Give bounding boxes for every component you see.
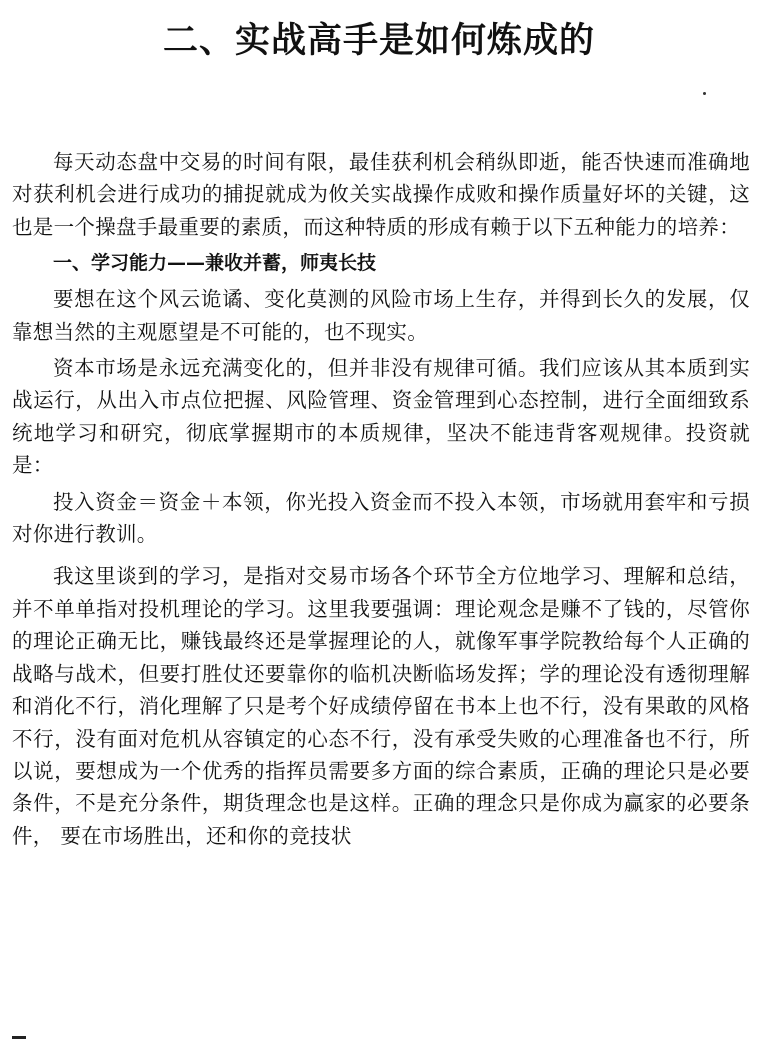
- section-heading-learning: 一、学习能力——兼收并蓄，师夷长技: [53, 252, 377, 275]
- section-title: 二、实战高手是如何炼成的: [162, 21, 595, 61]
- scan-speck: [703, 92, 706, 95]
- paragraph-investment-formula: 投入资金＝资金＋本领，你光投入资金而不投入本领，市场就用套牢和亏损对你进行教训。: [12, 489, 750, 547]
- paragraph-learning-explained: 我这里谈到的学习，是指对交易市场各个环节全方位地学习、理解和总结，并不单单指对投机理论的学习。这里我要强调：理论观念是赚不了钱的，尽管你的理论正确无比，赚钱最终还是掌握理论的人，就像军事学院教给每个人正确的战略与战术，但要打胜仗还要靠你的临机决断临场发挥；学的理论没有透彻理解和消化不行，消化理解了只是考个好成绩停留在书本上也不行，没有果敢的风格不行，没有面对危机从容镇定的心态不行，没有承受失败的心理准备也不行，所以说，要想成为一个优秀的指挥员需要多方面的综合素质，正确的理论只是必要条件，不是充分条件，期货理念也是这样。正确的理念只是你成为赢家的必要条件， 要在市场胜出，还和你的竞技状: [12, 564, 750, 848]
- page-body: [12, 146, 750, 856]
- paragraph-survival: 要想在这个风云诡谲、变化莫测的风险市场上生存，并得到长久的发展，仅靠想当然的主观愿望是不可能的，也不现实。: [12, 287, 750, 344]
- paragraph-capital-market: 资本市场是永远充满变化的，但并非没有规律可循。我们应该从其本质到实战运行，从出入市点位把握、风险管理、资金管理到心态控制，进行全面细致系统地学习和研究，彻底掌握期市的本质规律，坚决不能违背客观规律。投资就是：: [12, 356, 750, 478]
- truncated-next-line: [12, 1030, 52, 1040]
- paragraph-intro: 每天动态盘中交易的时间有限，最佳获利机会稍纵即逝，能否快速而准确地对获利机会进行成功的捕捉就成为攸关实战操作成败和操作质量好坏的关键，这也是一个操盘手最重要的素质，而这种特质的形成有赖于以下五种能力的培养：: [12, 150, 750, 239]
